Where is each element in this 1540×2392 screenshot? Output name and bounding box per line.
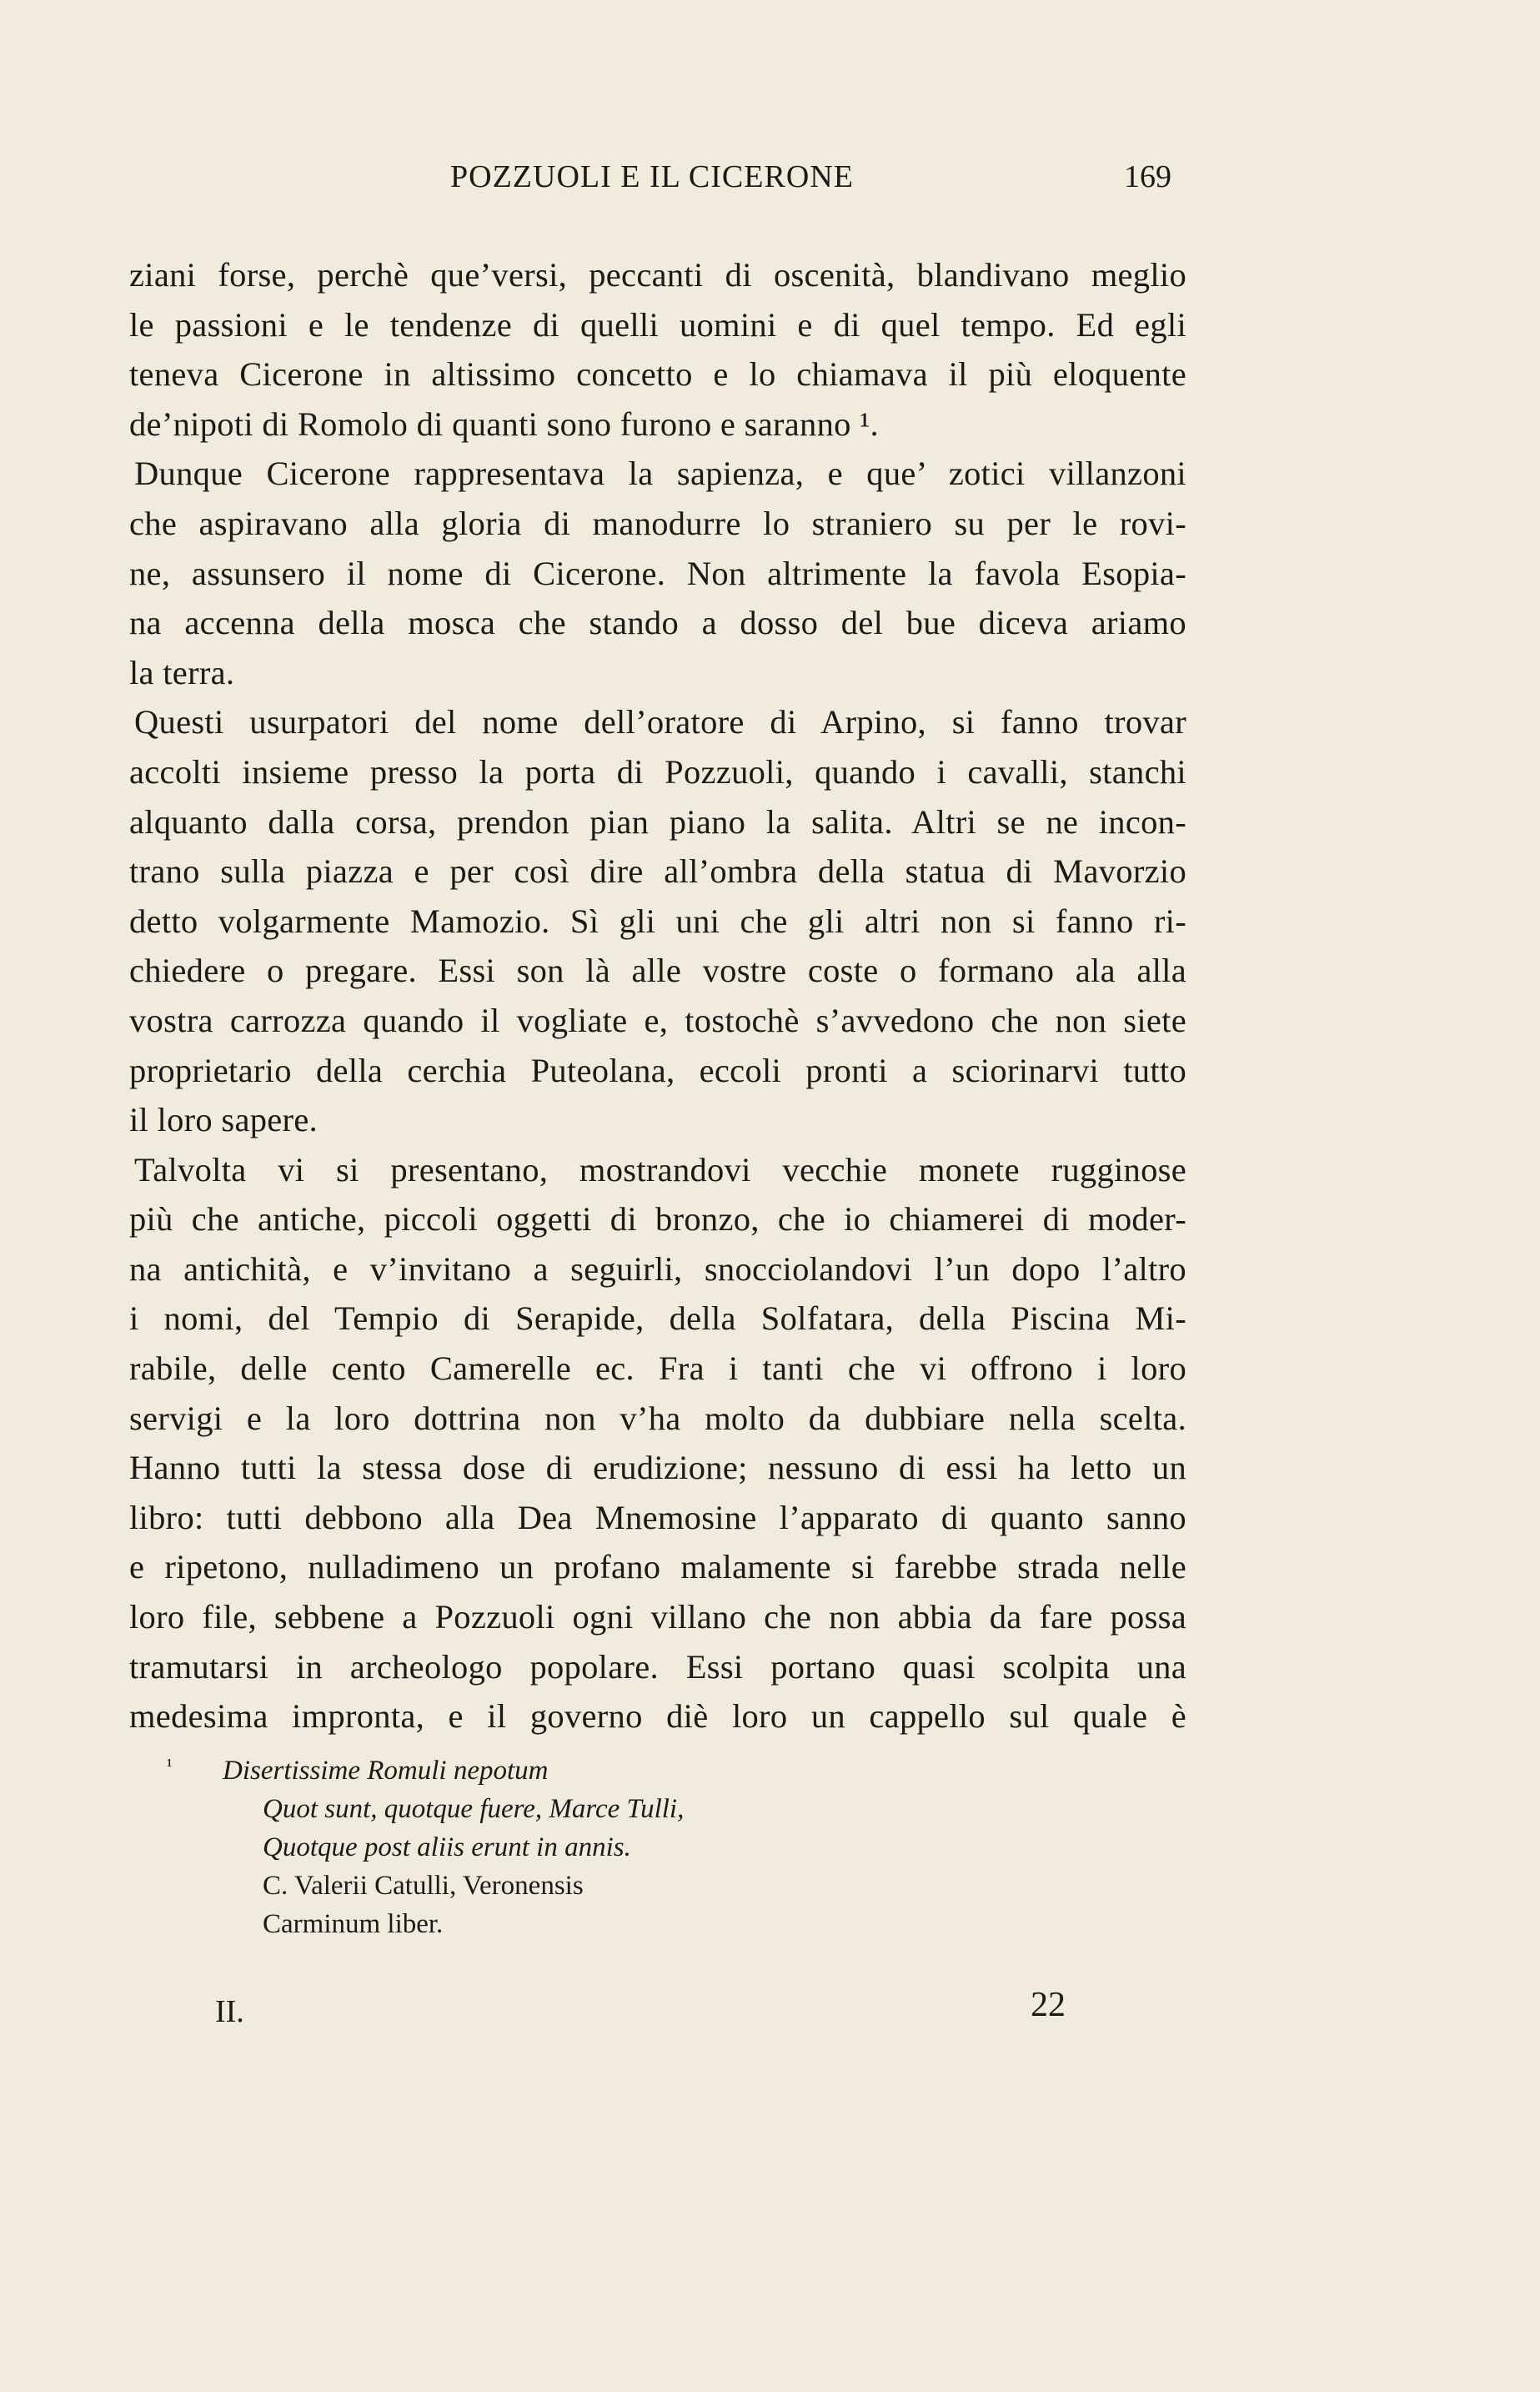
text-line: ziani forse, perchè que’versi, peccanti di oscenità, blandivano meglio bbox=[129, 256, 1186, 294]
text-line: e ripetono, nulladimeno un profano malamente si farebbe strada nelle bbox=[129, 1548, 1186, 1586]
text-line: i nomi, del Tempio di Serapide, della Solfatara, della Piscina Mi- bbox=[129, 1299, 1186, 1338]
page-number: 169 bbox=[1124, 159, 1171, 194]
footnote bbox=[167, 1751, 917, 1943]
text-line: chiedere o pregare. Essi son là alle vostre coste o formano ala alla bbox=[129, 952, 1186, 990]
text-line: rabile, delle cento Camerelle ec. Fra i tanti che vi offrono i loro bbox=[129, 1349, 1186, 1388]
text-line: alquanto dalla corsa, prendon pian piano la salita. Altri se ne incon- bbox=[129, 802, 1186, 841]
text-line: la terra. bbox=[129, 653, 235, 691]
text-line: proprietario della cerchia Puteolana, eccoli pronti a sciorinarvi tutto bbox=[129, 1051, 1186, 1089]
text-line: trano sulla piazza e per così dire all’ombra della statua di Mavorzio bbox=[129, 852, 1186, 891]
text-line: ne, assunsero il nome di Cicerone. Non altrimente la favola Esopia- bbox=[129, 554, 1186, 592]
text-line: le passioni e le tendenze di quelli uomini e di quel tempo. Ed egli bbox=[129, 305, 1186, 344]
text-line: che aspiravano alla gloria di manodurre lo straniero su per le rovi- bbox=[129, 504, 1186, 542]
running-title: POZZUOLI E IL CICERONE bbox=[450, 159, 854, 194]
text-line: tramutarsi in archeologo popolare. Essi portano quasi scolpita una bbox=[129, 1647, 1186, 1686]
text-line: de’nipoti di Romolo di quanti sono furono e saranno ¹. bbox=[129, 405, 879, 443]
footnote-verse: Quotque post aliis erunt in annis. bbox=[263, 1832, 631, 1862]
text-line: Questi usurpatori del nome dell’oratore di Arpino, si fanno trovar bbox=[134, 703, 1186, 741]
text-line: na accenna della mosca che stando a dosso del bue diceva ariamo bbox=[129, 604, 1186, 642]
text-line: Hanno tutti la stessa dose di erudizione; nessuno di essi ha letto un bbox=[129, 1449, 1186, 1487]
footnote-verse: Quot sunt, quotque fuere, Marce Tulli, bbox=[263, 1794, 685, 1824]
text-line: libro: tutti debbono alla Dea Mnemosine l’apparato di quanto sanno bbox=[129, 1498, 1186, 1536]
page-header bbox=[0, 158, 1540, 209]
text-line: medesima impronta, e il governo diè loro un cappello sul quale è bbox=[129, 1697, 1186, 1736]
text-line: Dunque Cicerone rappresentava la sapienza, e que’ zotici villanzoni bbox=[134, 455, 1186, 493]
footnote-marker: ¹ bbox=[167, 1755, 173, 1776]
body-text bbox=[129, 250, 1186, 1741]
text-line: loro file, sebbene a Pozzuoli ogni villano che non abbia da fare possa bbox=[129, 1598, 1186, 1636]
text-line: teneva Cicerone in altissimo concetto e lo chiamava il più eloquente bbox=[129, 355, 1186, 394]
text-line: detto volgarmente Mamozio. Sì gli uni che gli altri non si fanno ri- bbox=[129, 902, 1186, 940]
text-line: Talvolta vi si presentano, mostrandovi vecchie monete rugginose bbox=[134, 1150, 1186, 1188]
text-line: na antichità, e v’invitano a seguirli, snocciolandovi l’un dopo l’altro bbox=[129, 1249, 1186, 1288]
text-line: più che antiche, piccoli oggetti di bronzo, che io chiamerei di moder- bbox=[129, 1200, 1186, 1239]
footnote-source: C. Valerii Catulli, Veronensis bbox=[263, 1871, 584, 1901]
text-line: accolti insieme presso la porta di Pozzuoli, quando i cavalli, stanchi bbox=[129, 752, 1186, 791]
signature-mark: II. bbox=[215, 1994, 244, 2029]
footnote-verse: Disertissime Romuli nepotum bbox=[223, 1756, 549, 1786]
text-line: servigi e la loro dottrina non v’ha molto da dubbiare nella scelta. bbox=[129, 1399, 1186, 1437]
folio-number: 22 bbox=[1031, 1986, 1066, 2024]
text-line: vostra carrozza quando il vogliate e, tostochè s’avvedono che non siete bbox=[129, 1001, 1186, 1039]
footnote-source: Carminum liber. bbox=[263, 1909, 444, 1939]
text-line: il loro sapere. bbox=[129, 1101, 319, 1139]
